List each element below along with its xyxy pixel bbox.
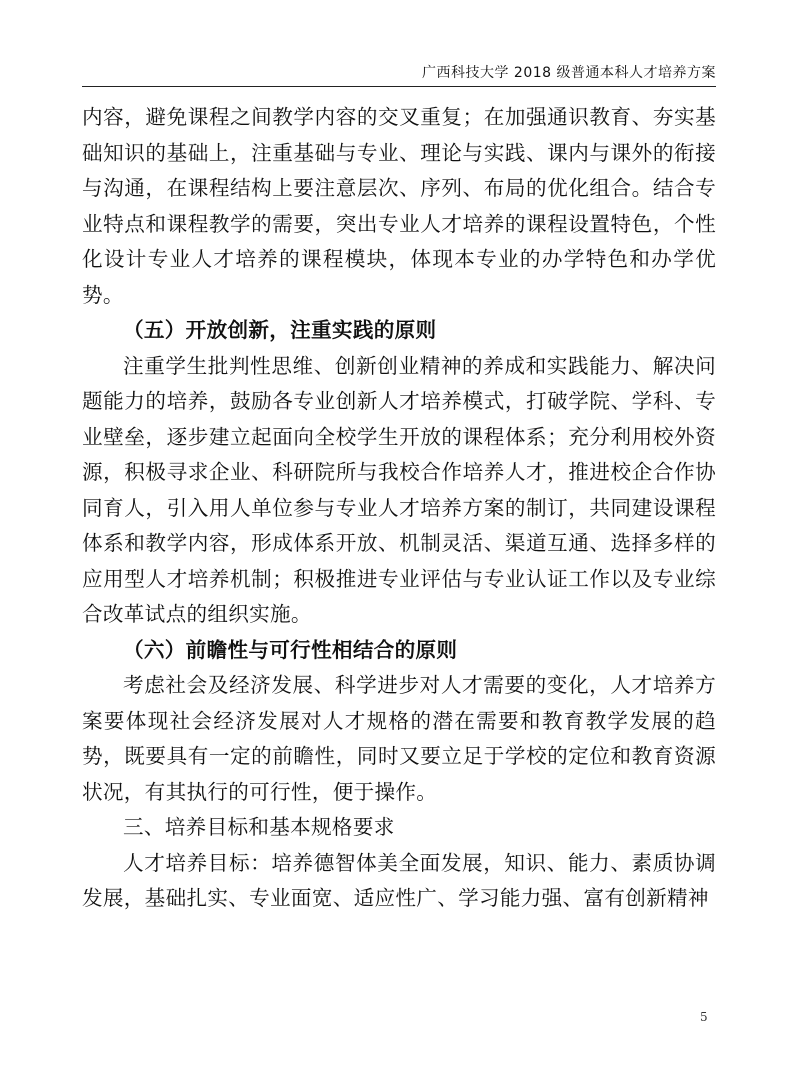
paragraph-training-goal: 人才培养目标：培养德智体美全面发展，知识、能力、素质协调发展，基础扎实、专业面宽、适应性广、学习能力强、富有创新精神	[82, 850, 716, 910]
paragraph-open-innovation: 注重学生批判性思维、创新创业精神的养成和实践能力、解决问题能力的培养，鼓励各专业创新人才培养模式，打破学院、学科、专业壁垒，逐步建立起面向全校学生开放的课程体系；充分利用校外资源，积极寻求企业、科研院所与我校合作培养人才，推进校企合作协同育人，引入用人单位参与专业人才培养方案的制订，共同建设课程体系和教学内容，形成体系开放、机制灵活、渠道互通、选择多样的应用型人才培养机制；积极推进专业评估与专业认证工作以及专业综合改革试点的组织实施。	[82, 353, 716, 626]
section-heading-3: 三、培养目标和基本规格要求	[123, 815, 395, 839]
subheading-principle-5: （五）开放创新，注重实践的原则	[123, 318, 437, 342]
subheading-principle-6: （六）前瞻性与可行性相结合的原则	[123, 637, 458, 662]
page-number: 5	[700, 1010, 708, 1024]
paragraph-foresight: 考虑社会及经济发展、科学进步对人才需要的变化，人才培养方案要体现社会经济发展对人才规格的潜在需要和教育教学发展的趋势，既要具有一定的前瞻性，同时又要立足于学校的定位和教育资源状况，有其执行的可行性，便于操作。	[82, 673, 716, 804]
document-body	[82, 100, 716, 917]
running-header: 广西科技大学 2018 级普通本科人才培养方案	[82, 60, 716, 87]
paragraph-continued: 内容，避免课程之间教学内容的交叉重复；在加强通识教育、夯实基础知识的基础上，注重基础与专业、理论与实践、课内与课外的衔接与沟通，在课程结构上要注意层次、序列、布局的优化组合。结合专业特点和课程教学的需要，突出专业人才培养的课程设置特色，个性化设计专业人才培养的课程模块，体现本专业的办学特色和办学优势。	[82, 105, 716, 307]
